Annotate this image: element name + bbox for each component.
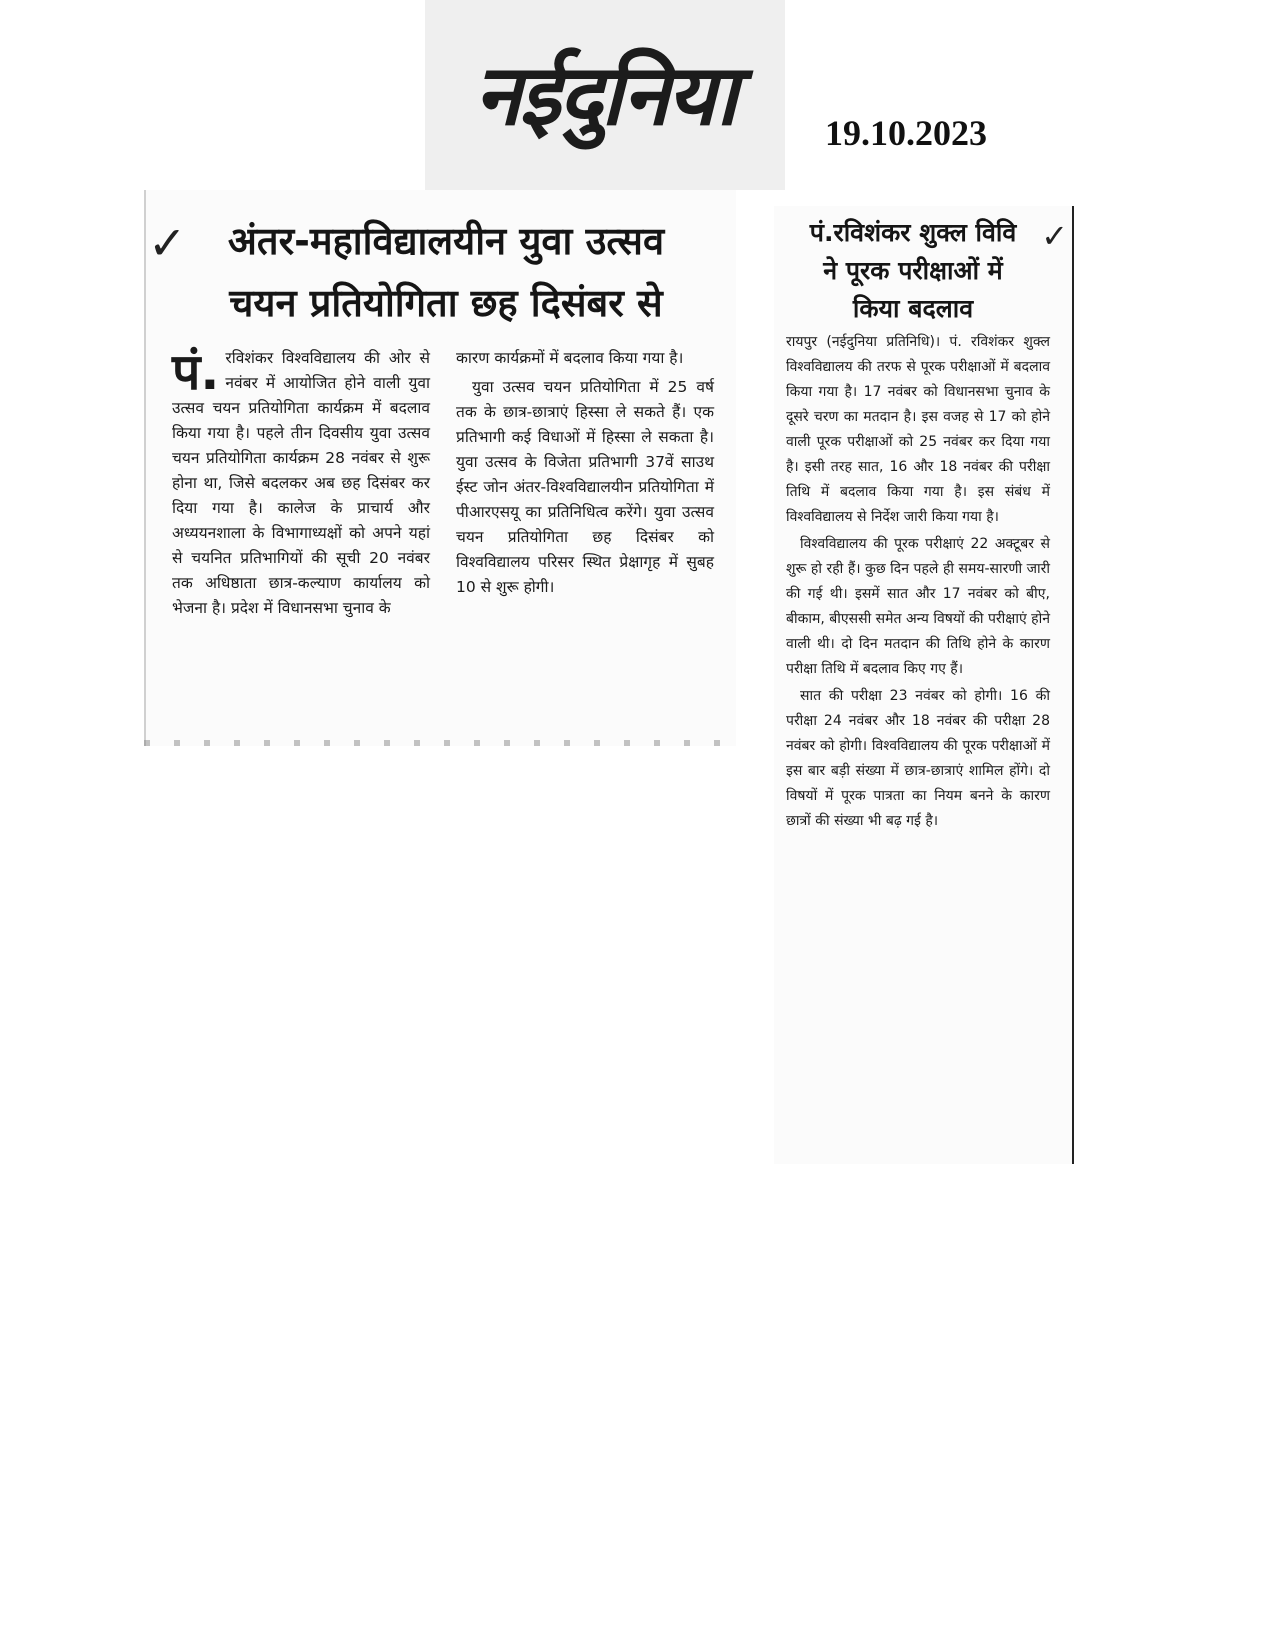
headline-line-1: पं.रविशंकर शुक्ल विवि bbox=[809, 218, 1017, 247]
paragraph-text: रविशंकर विश्वविद्यालय की ओर से नवंबर में आयोजित होने वाली युवा उत्सव चयन प्रतियोगिता कार्यक्रम में बदलाव किया गया है। पहले तीन दिवसीय युवा उत्सव चयन प्रतियोगिता कार्यक्रम 28 नवंबर से शुरू होना था, जिसे बदलकर अब छह दिसंबर कर दिया गया है। कालेज के प्राचार्य और अध्ययनशाला के विभागाध्यक्षों को अपने यहां से चयनित प्रतिभागियों की सूची 20 नवंबर तक अधिष्ठाता छात्र-कल्याण कार्यालय को भेजना है। प्रदेश में विधानसभा चुनाव के bbox=[172, 349, 430, 617]
scan-edge-artifact bbox=[144, 740, 734, 746]
article-paragraph: युवा उत्सव चयन प्रतियोगिता में 25 वर्ष तक के छात्र-छात्राएं हिस्सा ले सकते हैं। एक प्रतिभागी कई विधाओं में हिस्सा ले सकता है। युवा उत्सव के विजेता प्रतिभागी 37वें साउथ ईस्ट जोन अंतर-विश्वविद्यालयीन प्रतियोगिता में पीआरएसयू का प्रतिनिधित्व करेंगे। युवा उत्सव चयन प्रतियोगिता छह दिसंबर को विश्वविद्यालय परिसर स्थित प्रेक्षागृह में सुबह 10 से शुरू होगी। bbox=[456, 378, 714, 596]
article-column-1 bbox=[172, 343, 430, 625]
article-body bbox=[146, 334, 736, 625]
article-paragraph: रायपुर (नईदुनिया प्रतिनिधि)। पं. रविशंकर शुक्ल विश्वविद्यालय की तरफ से पूरक परीक्षाओं में बदलाव किया गया है। 17 नवंबर को विधानसभा चुनाव के दूसरे चरण का मतदान है। इस वजह से 17 को होने वाली पूरक परीक्षाओं को 25 नवंबर कर दिया गया है। इसी तरह सात, 16 और 18 नवंबर की परीक्षा तिथि में बदलाव किया गया है। इस संबंध में विश्वविद्यालय से निर्देश जारी किया गया है। bbox=[786, 334, 1050, 525]
headline-line-3: किया बदलाव bbox=[852, 294, 974, 323]
checkmark-icon: ✓ bbox=[148, 216, 187, 270]
checkmark-icon: ✓ bbox=[1041, 217, 1068, 255]
headline-line-2: चयन प्रतियोगिता छह दिसंबर से bbox=[229, 281, 663, 325]
news-clipping-youth-festival bbox=[144, 190, 736, 746]
article-headline bbox=[146, 190, 736, 334]
article-paragraph bbox=[172, 343, 430, 621]
article-headline bbox=[774, 206, 1072, 328]
dropcap: पं. bbox=[172, 343, 220, 401]
article-paragraph: सात की परीक्षा 23 नवंबर को होगी। 16 की परीक्षा 24 नवंबर और 18 नवंबर की परीक्षा 28 नवंबर को होगी। विश्वविद्यालय की पूरक परीक्षाओं में इस बार बड़ी संख्या में छात्र-छात्राएं शामिल होंगे। दो विषयों में पूरक पात्रता का नियम बनने के कारण छात्रों की संख्या भी बढ़ गई है। bbox=[786, 688, 1050, 829]
newspaper-logo: नईदुनिया bbox=[474, 46, 736, 144]
article-paragraph: विश्वविद्यालय की पूरक परीक्षाएं 22 अक्टूबर से शुरू हो रही हैं। कुछ दिन पहले ही समय-सारणी जारी की गई थी। इसमें सात और 17 नवंबर को बीए, बीकाम, बीएससी समेत अन्य विषयों की परीक्षाएं होने वाली थी। दो दिन मतदान की तिथि होने के कारण परीक्षा तिथि में बदलाव किए गए हैं। bbox=[786, 536, 1050, 677]
headline-line-1: अंतर-महाविद्यालयीन युवा उत्सव bbox=[227, 219, 665, 263]
clipping-date: 19.10.2023 bbox=[825, 113, 987, 153]
article-body bbox=[774, 328, 1072, 834]
article-paragraph: कारण कार्यक्रमों में बदलाव किया गया है। bbox=[456, 349, 684, 367]
news-clipping-supplementary-exams bbox=[774, 206, 1074, 1164]
article-column-2 bbox=[456, 346, 714, 625]
headline-line-2: ने पूरक परीक्षाओं में bbox=[823, 256, 1003, 285]
newspaper-masthead bbox=[425, 0, 785, 190]
